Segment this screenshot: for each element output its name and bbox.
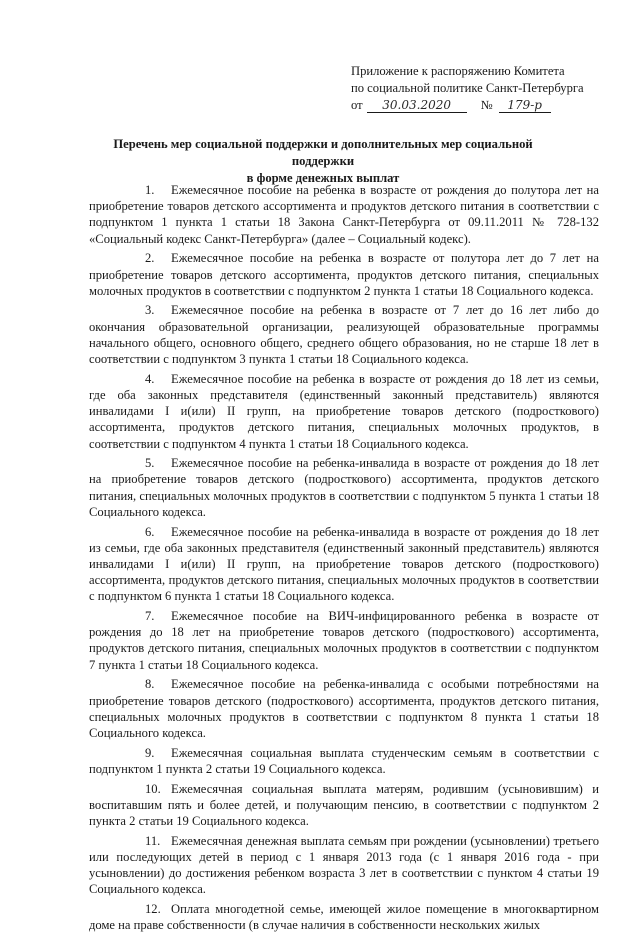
item-text: Ежемесячное пособие на ребенка в возрасте от рождения до полутора лет на приобретение товаров детского ассортимента и продуктов детского питания в соответствии с подпунктом 1 пункта 1 статьи 18 Закона Санкт-Петербурга от 09.11.2011 № 728-132 «Социальный кодекс Санкт-Петербурга» (далее – Социальный кодекс). xyxy=(89,183,599,246)
item-number: 4. xyxy=(145,371,155,386)
title-line-2: в форме денежных выплат xyxy=(246,171,400,185)
item-number: 11. xyxy=(145,833,161,848)
item-text: Ежемесячное пособие на ребенка-инвалида в возрасте от рождения до 18 лет из семьи, где оба законных представителя (единственный законный представитель) являются инвалидами I и(или) II групп, на приобретение товаров детского (подросткового) ассортимента, продуктов детского питания, специальных молочных продуктов в соответствии с подпунктом 6 пункта 1 статьи 18 Социального кодекса. xyxy=(89,524,599,604)
item-text: Ежемесячное пособие на ребенка в возрасте от полутора лет до 7 лет на приобретение товаров детского ассортимента, продуктов детского питания, специальных молочных продуктов в соответствии с подпунктом 2 пункта 1 статьи 18 Социального кодекса. xyxy=(89,251,599,298)
item-number: 5. xyxy=(145,456,155,471)
item-text: Ежемесячная денежная выплата семьям при рождении (усыновлении) третьего или последующих детей в период с 1 января 2013 года (с 1 января 2016 года - при усыновлении) до достижения ребенком возраста 3 лет в соответствии с пунктом 4 статьи 19 Социального кодекса. xyxy=(89,833,599,897)
item-text: Ежемесячная социальная выплата матерям, родившим (усыновившим) и воспитавшим пять и более детей, и получающим пенсию, в соответствии с подпунктом 2 пункта 2 статьи 19 Социального кодекса. xyxy=(89,781,599,829)
date-prefix: от xyxy=(351,98,363,112)
measures-list xyxy=(89,182,599,933)
item-text: Оплата многодетной семье, имеющей жилое помещение в многоквартирном доме на праве собственности (в случае наличия в собственности нескольких жилых xyxy=(89,902,599,933)
handwritten-date: 30.03.2020 xyxy=(367,98,467,113)
item-number: 3. xyxy=(145,303,155,318)
item-number: 2. xyxy=(145,251,155,266)
item-number: 9. xyxy=(145,745,155,760)
item-number: 1. xyxy=(145,183,155,197)
item-number: 12. xyxy=(145,902,161,917)
item-number: 8. xyxy=(145,677,155,692)
list-item xyxy=(89,901,599,933)
list-item xyxy=(89,455,599,520)
item-text: Ежемесячное пособие на ВИЧ-инфицированного ребенка в возрасте от рождения до 18 лет на приобретение товаров детского (подросткового) ассортимента, продуктов детского питания, специальных молочных продуктов в соответствии с подпунктом 7 пункта 1 статьи 18 Социального кодекса. xyxy=(89,609,599,672)
number-prefix: № xyxy=(480,98,493,112)
list-item xyxy=(89,833,599,898)
annex-reference-line xyxy=(351,97,621,114)
list-item xyxy=(89,524,599,605)
item-number: 10. xyxy=(145,781,161,796)
list-item xyxy=(89,250,599,299)
list-item xyxy=(89,302,599,367)
list-item xyxy=(89,781,599,830)
item-text: Ежемесячная социальная выплата студенческим семьям в соответствии с подпунктом 1 пункта 2 статьи 19 Социального кодекса. xyxy=(89,745,599,776)
list-item xyxy=(89,608,599,673)
item-number: 7. xyxy=(145,609,155,624)
item-number: 6. xyxy=(145,524,155,539)
annex-line-1: Приложение к распоряжению Комитета xyxy=(351,64,565,78)
handwritten-number: 179-р xyxy=(499,98,551,113)
list-item xyxy=(89,676,599,741)
document-title xyxy=(88,136,558,187)
item-text: Ежемесячное пособие на ребенка-инвалида в возрасте от рождения до 18 лет на приобретение товаров детского (подросткового) ассортимента, продуктов детского питания, специальных молочных продуктов в соответствии с подпунктом 5 пункта 1 статьи 18 Социального кодекса. xyxy=(89,456,599,519)
annex-header xyxy=(351,63,621,114)
item-text: Ежемесячное пособие на ребенка-инвалида с особыми потребностями на приобретение товаров детского (подросткового) ассортимента, продуктов детского питания, специальных молочных продуктов в соответствии с подпунктом 8 пункта 1 статьи 18 Социального кодекса. xyxy=(89,677,599,740)
item-text: Ежемесячное пособие на ребенка в возрасте от рождения до 18 лет из семьи, где оба законных представителя (единственный законный представитель) являются инвалидами I и(или) II групп, на приобретение товаров детского (подросткового) ассортимента, продуктов детского питания, специальных молочных продуктов, в соответствии с подпунктом 4 пункта 1 статьи 18 Социального кодекса. xyxy=(89,371,599,451)
list-item xyxy=(89,745,599,777)
item-text: Ежемесячное пособие на ребенка в возрасте от 7 лет до 16 лет либо до окончания образовательной организации, реализующей образовательные программы начального общего, основного общего, среднего общего образования, но не старше 18 лет в соответствии с подпунктом 3 пункта 1 статьи 18 Социального кодекса. xyxy=(89,303,599,367)
annex-line-2: по социальной политике Санкт-Петербурга xyxy=(351,81,584,95)
list-item xyxy=(89,371,599,452)
title-line-1: Перечень мер социальной поддержки и дополнительных мер социальной поддержки xyxy=(113,137,533,168)
list-item xyxy=(89,182,599,247)
